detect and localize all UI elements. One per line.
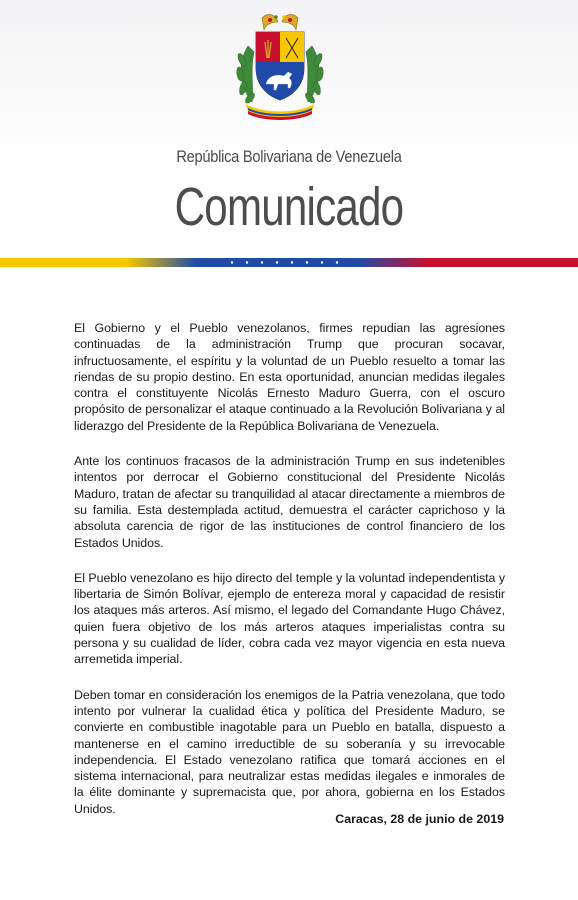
republic-name: República Bolivariana de Venezuela	[176, 147, 402, 166]
paragraph-2: Ante los continuos fracasos de la administración Trump en sus indetenibles intentos por derrocar el Gobierno constitucional del Presidente Nicolás Maduro, tratan de afectar su tranquilidad al atacar directamente a miembros de su familia. Esta destemplada actitud, demuestra el carácter caprichoso y la absoluta carencia de rigor de las instituciones de control financiero de los Estados Unidos.	[74, 454, 505, 550]
paragraph-3: El Pueblo venezolano es hijo directo del temple y la voluntad independentista y libertaria de Simón Bolívar, ejemplo de entereza moral y capacidad de resistir los ataques más arteros. Así mismo, el legado del Comandante Hugo Chávez, quien fuera objetivo de los más arteros ataques imperialistas contra su persona y su cualidad de líder, cobra cada vez mayor vigencia en esta nueva arremetida imperial.	[74, 570, 505, 667]
communique-body	[74, 320, 505, 836]
letterhead	[0, 0, 578, 275]
page-title: Comunicado	[174, 177, 404, 237]
place-and-date: Caracas, 28 de junio de 2019	[335, 812, 504, 826]
coat-of-arms-icon	[232, 10, 328, 122]
tricolor-stripe	[0, 258, 578, 267]
paragraph-1: El Gobierno y el Pueblo venezolanos, firmes repudian las agresiones continuadas de la administración Trump que procuran socavar, infructuosamente, el espíritu y la voluntad de un Pueblo resuelto a tomar las riendas de su propio destino. En esta oportunidad, anuncian medidas ilegales contra el constituyente Nicolás Ernesto Maduro Guerra, con el oscuro propósito de personalizar el ataque continuado a la Revolución Bolivariana y al liderazgo del Presidente de la República Bolivariana de Venezuela.	[74, 321, 505, 433]
paragraph-4: Deben tomar en consideración los enemigos de la Patria venezolana, que todo intento por vulnerar la cualidad ética y política del Presidente Maduro, se convierte en combustible inagotable para un Pueblo en batalla, dispuesto a mantenerse en el camino irreductible de su soberanía y su irrevocable independencia. El Estado venezolano ratifica que tomará acciones en el sistema internacional, para neutralizar estas medidas ilegales e inmorales de la élite dominante y supremacista que, por ahora, gobierna en los Estados Unidos.	[74, 687, 505, 816]
